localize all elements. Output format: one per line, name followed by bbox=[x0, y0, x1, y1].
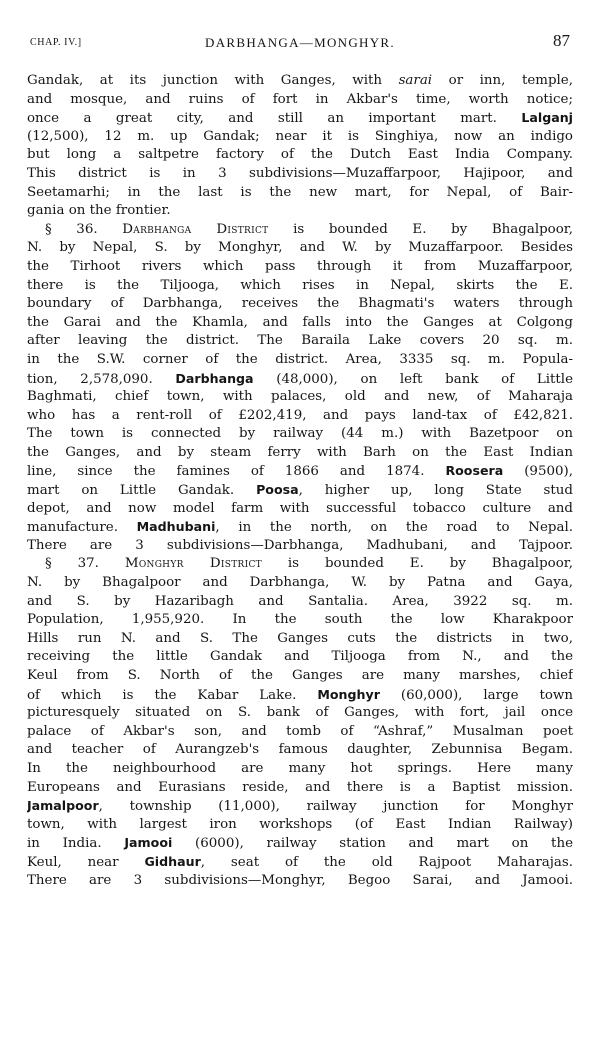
text-line bbox=[27, 723, 573, 742]
text-run: , higher up, long State stud bbox=[298, 483, 573, 499]
text-line bbox=[27, 834, 573, 853]
text-line bbox=[27, 686, 573, 705]
text-line bbox=[27, 109, 573, 128]
text-run: Baghmati, chief town, with palaces, old and new, of Maharaja bbox=[27, 389, 573, 405]
text-run: Keul from S. North of the Ganges are many marshes, chief bbox=[27, 668, 573, 683]
text-line bbox=[27, 518, 573, 537]
text-run: § 37. bbox=[45, 556, 125, 572]
text-line bbox=[27, 760, 573, 779]
running-title: DARBHANGA—MONGHYR. bbox=[205, 35, 395, 50]
text-run: , seat of the old Rajpoot Maharajas. bbox=[200, 854, 573, 870]
text-line bbox=[27, 462, 573, 481]
text-run: The town is connected by railway (44 m.) with Bazetpoor on bbox=[27, 426, 573, 442]
text-line bbox=[27, 444, 573, 463]
text-run: palace of Akbar's son, and tomb of “Ashraf,” Musalman poet bbox=[27, 723, 573, 739]
text-run: line, since the famines of 1866 and 1874. bbox=[27, 464, 446, 480]
text-run: tion, 2,578,090. bbox=[27, 371, 176, 387]
district-heading: Darbhanga District bbox=[122, 221, 269, 237]
text-line bbox=[27, 258, 573, 277]
text-run: , township (11,000), railway junction for Monghyr bbox=[98, 799, 573, 815]
text-run: in India. bbox=[27, 836, 125, 852]
text-line bbox=[27, 351, 573, 370]
body-text bbox=[27, 72, 573, 890]
text-line bbox=[27, 165, 573, 184]
place-name: Gidhaur bbox=[144, 853, 201, 869]
text-run: (60,000), large town bbox=[379, 687, 573, 703]
text-run: N. by Nepal, S. by Monghyr, and W. by Muzaffarpoor. Besides bbox=[27, 240, 573, 256]
text-line bbox=[27, 593, 573, 612]
text-line bbox=[27, 407, 573, 426]
text-line bbox=[27, 184, 573, 203]
text-line bbox=[27, 221, 573, 240]
text-run: (12,500), 12 m. up Gandak; near it is Singhiya, now an indigo bbox=[27, 128, 573, 144]
text-line bbox=[27, 481, 573, 500]
text-run: once a great city, and still an important mart. bbox=[27, 111, 522, 127]
text-line bbox=[27, 611, 573, 630]
text-run: In the neighbourhood are many hot springs. Here many bbox=[27, 760, 573, 776]
text-line bbox=[27, 816, 573, 835]
chapter-label: CHAP. IV.] bbox=[30, 37, 82, 48]
text-run: the Ganges, and by steam ferry with Barh on the East Indian bbox=[27, 444, 573, 460]
text-line bbox=[27, 574, 573, 593]
text-run: receiving the little Gandak and Tiljooga from N., and the bbox=[27, 649, 573, 665]
text-line bbox=[27, 295, 573, 314]
text-run: There are 3 subdivisions—Monghyr, Begoo Sarai, and Jamooi. bbox=[27, 872, 573, 888]
text-run: § 36. bbox=[45, 221, 123, 237]
text-run: (6000), railway station and mart on the bbox=[172, 836, 573, 852]
text-line bbox=[27, 370, 573, 389]
italic-term: sarai bbox=[398, 73, 433, 88]
text-run: and teacher of Aurangzeb's famous daughter, Zebunnisa Begam. bbox=[27, 742, 573, 758]
text-line bbox=[27, 146, 573, 165]
text-line bbox=[27, 239, 573, 258]
text-line bbox=[27, 537, 573, 556]
page-number: 87 bbox=[553, 31, 570, 50]
text-run: after leaving the district. The Baraila Lake covers 20 sq. m. bbox=[27, 333, 573, 349]
text-run: depot, and now model farm with successful tobacco culture and bbox=[27, 500, 573, 516]
text-line bbox=[27, 500, 573, 519]
text-line bbox=[27, 555, 573, 574]
text-line bbox=[27, 872, 573, 891]
place-name: Poosa bbox=[256, 482, 299, 498]
running-header bbox=[27, 30, 573, 60]
place-name: Monghyr bbox=[317, 686, 380, 702]
text-run: Seetamarhi; in the last is the new mart, for Nepal, of Bair- bbox=[27, 184, 573, 200]
text-run: the Garai and the Khamla, and falls into the Ganges at Colgong bbox=[27, 314, 573, 330]
text-line bbox=[27, 667, 573, 686]
text-run: and mosque, and ruins of fort in Akbar's time, worth notice; bbox=[27, 91, 573, 107]
text-run: there is the Tiljooga, which rises in Nepal, skirts the E. bbox=[27, 277, 573, 293]
text-run: the Tirhoot rivers which pass through it from Muzaffarpoor, bbox=[27, 258, 573, 274]
text-line bbox=[27, 741, 573, 760]
text-run: boundary of Darbhanga, receives the Bhagmati's waters through bbox=[27, 296, 573, 312]
text-line bbox=[27, 853, 573, 872]
place-name: Jamooi bbox=[124, 835, 173, 851]
text-line bbox=[27, 630, 573, 649]
text-line bbox=[27, 388, 573, 407]
text-run: town, with largest iron workshops (of East Indian Railway) bbox=[27, 816, 573, 832]
text-run: Hills run N. and S. The Ganges cuts the districts in two, bbox=[27, 630, 573, 646]
text-run: Europeans and Eurasians reside, and there is a Baptist mission. bbox=[27, 779, 573, 795]
text-line bbox=[27, 91, 573, 110]
district-heading: Monghyr District bbox=[124, 556, 262, 572]
text-run: in the S.W. corner of the district. Area, 3335 sq. m. Popula- bbox=[27, 351, 573, 367]
text-line bbox=[27, 704, 573, 723]
text-run: gania on the frontier. bbox=[27, 203, 171, 219]
text-line bbox=[27, 332, 573, 351]
text-line bbox=[27, 797, 573, 816]
text-line bbox=[27, 202, 573, 221]
text-run: There are 3 subdivisions—Darbhanga, Madhubani, and Tajpoor. bbox=[27, 537, 573, 553]
text-run: and S. by Hazaribagh and Santalia. Area, 3922 sq. m. bbox=[27, 593, 573, 609]
text-run: is bounded E. by Bhagalpoor, bbox=[261, 556, 573, 572]
text-run: Gandak, at its junction with Ganges, with bbox=[27, 73, 399, 88]
place-name: Roosera bbox=[445, 463, 504, 479]
text-line bbox=[27, 425, 573, 444]
text-line bbox=[27, 779, 573, 798]
place-name: Lalganj bbox=[521, 110, 573, 126]
text-run: This district is in 3 subdivisions—Muzaffarpoor, Hajipoor, and bbox=[27, 165, 573, 181]
text-line bbox=[27, 314, 573, 333]
place-name: Jamalpoor bbox=[27, 798, 99, 814]
text-run: Keul, near bbox=[27, 854, 145, 870]
text-run: picturesquely situated on S. bank of Ganges, with fort, jail once bbox=[27, 705, 573, 721]
text-line bbox=[27, 128, 573, 147]
text-line bbox=[27, 72, 573, 91]
text-run: (9500), bbox=[503, 464, 573, 480]
text-line bbox=[27, 277, 573, 296]
text-run: but long a saltpetre factory of the Dutch East India Company. bbox=[27, 147, 573, 163]
text-run: or inn, temple, bbox=[432, 73, 573, 88]
text-run: manufacture. bbox=[27, 520, 137, 536]
text-line bbox=[27, 648, 573, 667]
text-run: of which is the Kabar Lake. bbox=[27, 687, 318, 703]
place-name: Madhubani bbox=[136, 519, 216, 535]
text-run: who has a rent-roll of £202,419, and pays land-tax of £42,821. bbox=[27, 407, 573, 423]
text-run: , in the north, on the road to Nepal. bbox=[215, 520, 573, 536]
text-run: mart on Little Gandak. bbox=[27, 483, 257, 499]
place-name: Darbhanga bbox=[175, 370, 254, 386]
text-run: Population, 1,955,920. In the south the low Kharakpoor bbox=[27, 612, 573, 628]
text-run: N. by Bhagalpoor and Darbhanga, W. by Patna and Gaya, bbox=[27, 575, 573, 591]
text-run: is bounded E. by Bhagalpoor, bbox=[268, 221, 573, 237]
text-run: (48,000), on left bank of Little bbox=[253, 371, 573, 387]
